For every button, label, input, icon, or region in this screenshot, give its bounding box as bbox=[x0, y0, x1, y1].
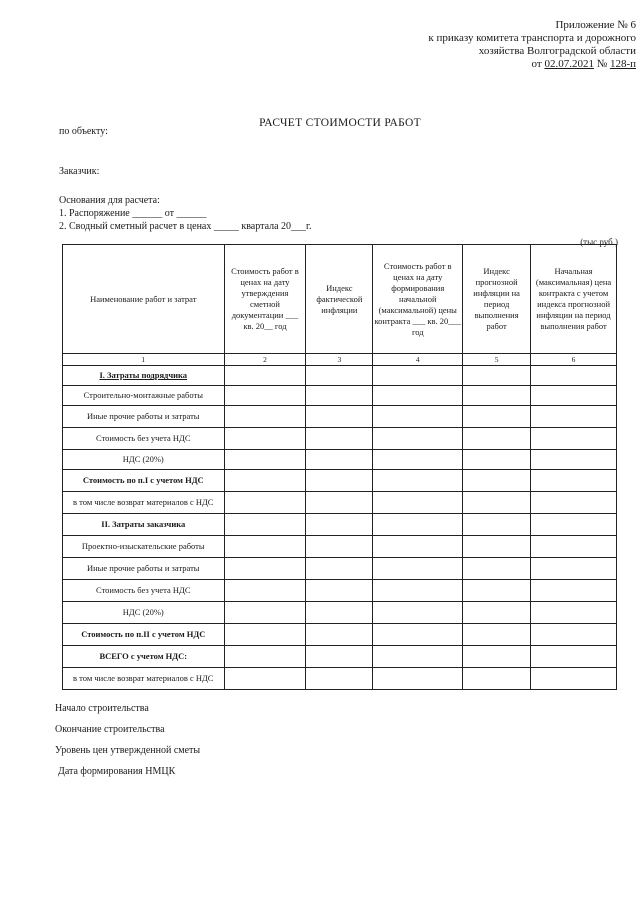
table-cell bbox=[373, 428, 463, 450]
table-row bbox=[63, 646, 617, 668]
table-header-cell: Наименование работ и затрат bbox=[63, 245, 225, 354]
table-cell bbox=[373, 646, 463, 668]
row-label: в том числе возврат материалов с НДС bbox=[63, 668, 225, 690]
table-cell bbox=[306, 492, 373, 514]
table-row bbox=[63, 428, 617, 450]
table-cell bbox=[463, 536, 531, 558]
table-cell bbox=[531, 366, 617, 386]
table-row bbox=[63, 668, 617, 690]
table-header-cell: Индекс фактической инфляции bbox=[306, 245, 373, 354]
table-cell bbox=[306, 514, 373, 536]
table-header-cell: Индекс прогнозной инфляции на период выполнения работ bbox=[463, 245, 531, 354]
table-cell bbox=[463, 386, 531, 406]
nmck-date-label: Дата формирования НМЦК bbox=[58, 766, 176, 777]
table-cell bbox=[224, 668, 306, 690]
table-cell bbox=[531, 624, 617, 646]
table-cell bbox=[531, 668, 617, 690]
basis-item-1: 1. Распоряжение ______ от ______ bbox=[59, 208, 207, 219]
row-label: Стоимость по п.II с учетом НДС bbox=[63, 624, 225, 646]
table-header-row bbox=[63, 245, 617, 354]
table-cell bbox=[224, 536, 306, 558]
row-label: Проектно-изыскательские работы bbox=[63, 536, 225, 558]
row-label: НДС (20%) bbox=[63, 450, 225, 470]
table-cell bbox=[306, 406, 373, 428]
price-level-label: Уровень цен утвержденной сметы bbox=[55, 745, 201, 756]
row-label: в том числе возврат материалов с НДС bbox=[63, 492, 225, 514]
table-cell bbox=[531, 646, 617, 668]
units-label: (тыс.руб.) bbox=[580, 237, 618, 247]
table-cell bbox=[224, 428, 306, 450]
table-cell bbox=[463, 406, 531, 428]
table-row bbox=[63, 450, 617, 470]
table-cell bbox=[306, 624, 373, 646]
table-cell bbox=[306, 428, 373, 450]
column-number-row bbox=[63, 354, 617, 366]
row-label: Строительно-монтажные работы bbox=[63, 386, 225, 406]
construction-end-label: Окончание строительства bbox=[55, 724, 165, 735]
table-cell bbox=[373, 386, 463, 406]
table-cell bbox=[306, 646, 373, 668]
table-row bbox=[63, 624, 617, 646]
table-cell bbox=[463, 668, 531, 690]
table-cell bbox=[373, 536, 463, 558]
table-header-cell: Стоимость работ в ценах на дату утверждения сметной документации ___ кв. 20__ год bbox=[224, 245, 306, 354]
table-cell bbox=[463, 428, 531, 450]
table-cell bbox=[224, 514, 306, 536]
table-cell bbox=[531, 536, 617, 558]
appendix-line-4 bbox=[376, 58, 636, 71]
table-row bbox=[63, 602, 617, 624]
table-cell bbox=[531, 450, 617, 470]
table-cell bbox=[531, 580, 617, 602]
table-cell bbox=[463, 624, 531, 646]
table-cell bbox=[306, 470, 373, 492]
table-cell bbox=[531, 470, 617, 492]
table-cell bbox=[531, 558, 617, 580]
table-cell bbox=[373, 450, 463, 470]
table-cell bbox=[373, 366, 463, 386]
table-row bbox=[63, 470, 617, 492]
table-cell bbox=[306, 558, 373, 580]
table-cell bbox=[306, 580, 373, 602]
table-cell bbox=[224, 406, 306, 428]
table-cell bbox=[463, 646, 531, 668]
table-cell bbox=[531, 428, 617, 450]
basis-item-2: 2. Сводный сметный расчет в ценах _____ квартала 20___г. bbox=[59, 221, 312, 232]
table-cell bbox=[306, 450, 373, 470]
table-cell bbox=[224, 470, 306, 492]
column-number: 5 bbox=[463, 354, 531, 366]
table-cell bbox=[531, 492, 617, 514]
table-cell bbox=[373, 406, 463, 428]
row-label: ВСЕГО с учетом НДС: bbox=[63, 646, 225, 668]
table-cell bbox=[463, 558, 531, 580]
table-cell bbox=[306, 668, 373, 690]
table-cell bbox=[224, 492, 306, 514]
table-row bbox=[63, 406, 617, 428]
row-label: Иные прочие работы и затраты bbox=[63, 558, 225, 580]
table-row bbox=[63, 386, 617, 406]
table-cell bbox=[224, 386, 306, 406]
row-label: Иные прочие работы и затраты bbox=[63, 406, 225, 428]
table-cell bbox=[373, 514, 463, 536]
basis-heading: Основания для расчета: bbox=[59, 195, 160, 206]
appendix-number-prefix: № bbox=[593, 58, 610, 70]
appendix-date-prefix: от bbox=[531, 58, 545, 70]
construction-start-label: Начало строительства bbox=[55, 703, 149, 714]
table-cell bbox=[224, 366, 306, 386]
appendix-number: 128-п bbox=[609, 58, 636, 70]
row-label: I. Затраты подрядчика bbox=[63, 366, 225, 386]
table-cell bbox=[224, 580, 306, 602]
column-number: 1 bbox=[63, 354, 225, 366]
table-cell bbox=[463, 450, 531, 470]
appendix-line-3: хозяйства Волгоградской области bbox=[478, 45, 636, 57]
customer-label: Заказчик: bbox=[59, 166, 100, 177]
table-cell bbox=[373, 470, 463, 492]
appendix-date: 02.07.2021 bbox=[544, 58, 594, 70]
object-label: по объекту: bbox=[59, 126, 108, 137]
table-cell bbox=[306, 602, 373, 624]
table-cell bbox=[531, 386, 617, 406]
page-title: РАСЧЕТ СТОИМОСТИ РАБОТ bbox=[259, 117, 421, 129]
table-cell bbox=[306, 366, 373, 386]
table-cell bbox=[463, 514, 531, 536]
table-cell bbox=[463, 602, 531, 624]
table-cell bbox=[463, 580, 531, 602]
table-cell bbox=[463, 470, 531, 492]
table-cell bbox=[373, 668, 463, 690]
table-row bbox=[63, 536, 617, 558]
cost-table bbox=[62, 244, 617, 690]
table-row bbox=[63, 492, 617, 514]
table-header-cell: Стоимость работ в ценах на дату формирования начальной (максимальной) цены контракта ___ кв. 20___ год bbox=[373, 245, 463, 354]
column-number: 4 bbox=[373, 354, 463, 366]
column-number: 3 bbox=[306, 354, 373, 366]
table-cell bbox=[224, 602, 306, 624]
table-cell bbox=[531, 514, 617, 536]
appendix-header bbox=[376, 19, 636, 71]
table-row bbox=[63, 580, 617, 602]
table-cell bbox=[531, 602, 617, 624]
table-cell bbox=[224, 450, 306, 470]
row-label: НДС (20%) bbox=[63, 602, 225, 624]
column-number: 2 bbox=[224, 354, 306, 366]
table-cell bbox=[224, 558, 306, 580]
table-cell bbox=[306, 386, 373, 406]
appendix-line-2: к приказу комитета транспорта и дорожного bbox=[428, 32, 636, 44]
table-cell bbox=[224, 646, 306, 668]
table-cell bbox=[373, 492, 463, 514]
table-row bbox=[63, 514, 617, 536]
row-label: Стоимость без учета НДС bbox=[63, 580, 225, 602]
table-cell bbox=[463, 366, 531, 386]
table-header-cell: Начальная (максимальная) цена контракта с учетом индекса прогнозной инфляции на период выполнения работ bbox=[531, 245, 617, 354]
appendix-line-1: Приложение № 6 bbox=[555, 19, 636, 31]
column-number: 6 bbox=[531, 354, 617, 366]
table-cell bbox=[531, 406, 617, 428]
table-cell bbox=[306, 536, 373, 558]
row-label: II. Затраты заказчика bbox=[63, 514, 225, 536]
table-cell bbox=[463, 492, 531, 514]
table-row bbox=[63, 558, 617, 580]
table-cell bbox=[373, 602, 463, 624]
table-cell bbox=[373, 558, 463, 580]
table-cell bbox=[224, 624, 306, 646]
row-label: Стоимость по п.I с учетом НДС bbox=[63, 470, 225, 492]
table-cell bbox=[373, 624, 463, 646]
table-cell bbox=[373, 580, 463, 602]
table-row bbox=[63, 366, 617, 386]
row-label: Стоимость без учета НДС bbox=[63, 428, 225, 450]
